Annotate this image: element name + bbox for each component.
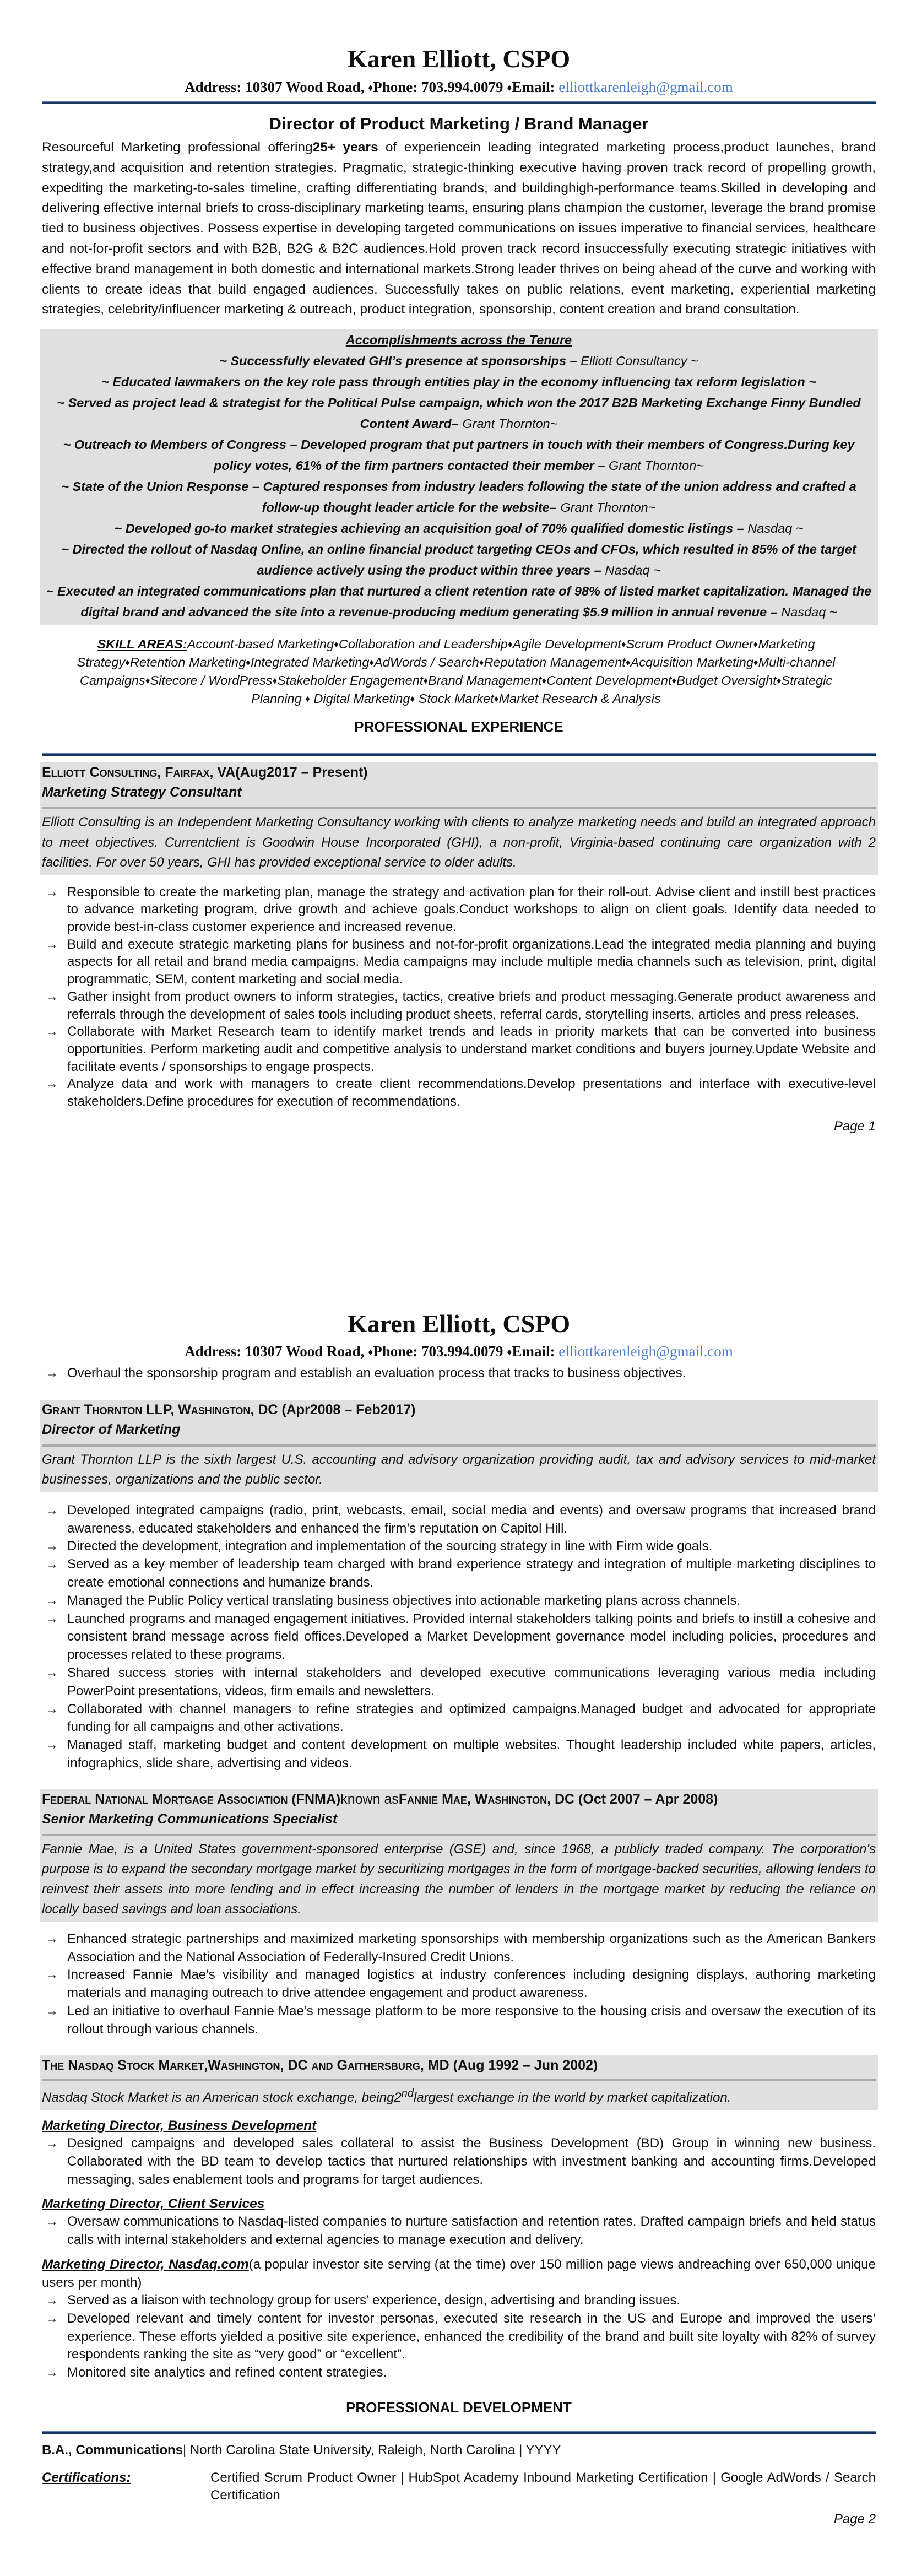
phone: 703.994.0079 (421, 1343, 503, 1360)
bullet-list (42, 2292, 876, 2382)
bullet-text: Served as a liaison with technology group for users’ experience, design, advertising and branding issues. (67, 2293, 681, 2308)
bullet-item (42, 2135, 876, 2189)
arrow-right-icon: → (45, 2365, 58, 2380)
company-description: Fannie Mae, is a United States government-sponsored enterprise (GSE) and, since 1968, a publicly traded company. The corporation's purpose is to expand the secondary mortgage market by securitizing mortgages in the form of mortgage-backed securities, allowing lenders to reinvest their assets into more lending and in effect increasing the number of lenders in the mortgage market by reducing the reliance on locally based savings and loan associations. (42, 1841, 876, 1917)
certifications-list: Certified Scrum Product Owner | HubSpot Academy Inbound Marketing Certification | Google AdWords / Search Certification (210, 2470, 876, 2503)
job-title: Senior Marketing Communications Specialist (42, 1811, 338, 1827)
bullet-text: Collaborated with channel managers to refine strategies and optimized campaigns.Managed budget and advocated for appropriate funding for all campaigns and other activations. (67, 1701, 876, 1735)
bullet-item (42, 2310, 876, 2364)
company-line (42, 1400, 876, 1420)
arrow-right-icon: → (45, 1967, 58, 1983)
diamond-icon: ♦ (507, 639, 513, 650)
accomplishment-source: Grant Thornton~ (462, 416, 558, 431)
bullet-item (42, 1502, 876, 1538)
summary-text: of experiencein leading integrated marketing process,product launches, brand strategy,and acquisition and retention strategies. Pragmatic, strategic-thinking executive having proven track record of propelling growth, expediting the marketing-to-sales timeline, crafting differentiating brands, and buildinghigh-performance teams.Skilled in developing and delivering effective internal briefs to cross-disciplinary marketing teams, ensuring plans champion the customer, leverage the brand promise tied to business objectives. Possess expertise in developing targeted communications on issues imperative to financial services, healthcare and not-for-profit sectors and with B2B, B2G & B2C audiences.Hold proven track record insuccessfully executing strategic initiatives with effective brand management in both domestic and international markets.Strong leader thrives on being ahead of the curve and working with clients to create ideas that build engaged audiences. Successfully takes on public relations, event marketing, experiential marketing strategies, celebrity/influencer marketing & outreach, product integration, sponsorship, content creation and brand consultation. (42, 140, 876, 317)
bullet-text: Monitored site analytics and refined content strategies. (67, 2365, 387, 2380)
bullet-item (42, 936, 876, 988)
accomplishment-text: ~ Directed the rollout of Nasdaq Online, an online financial product targeting CEOs and CFOs, which resulted in 85% of the target audience actively using the product within three years – (61, 542, 856, 578)
job-dates: (Aug2017 – Present) (235, 765, 368, 781)
candidate-name: Karen Elliott, CSPO (347, 1309, 571, 1338)
bullet-text: Led an initiative to overhaul Fannie Mae’s message platform to be more responsive to the housing crisis and oversaw the execution of its rollout through various channels. (67, 2003, 876, 2037)
arrow-right-icon: → (45, 1611, 58, 1626)
diamond-icon: ♦ (776, 675, 782, 686)
arrow-right-icon: → (45, 1076, 58, 1092)
arrow-right-icon: → (45, 2003, 58, 2018)
bullet-list (42, 1930, 876, 2039)
certifications-label: Certifications: (42, 2470, 131, 2485)
accomplishment-item (44, 539, 874, 581)
job-header-grant-thornton (40, 1400, 878, 1492)
skill-item: Digital Marketing (310, 691, 410, 706)
diamond-icon: ♦ (479, 657, 484, 668)
address: 10307 Wood Road, (245, 1343, 365, 1360)
arrow-right-icon: → (45, 1593, 58, 1608)
page-number: Page 2 (833, 2512, 876, 2526)
role-heading-client-services: Marketing Director, Client Services (42, 2196, 265, 2212)
bullet-list (42, 884, 876, 1111)
company-description: Grant Thornton LLP is the sixth largest U.S. accounting and advisory organization providing audit, tax and advisory services to mid-market businesses, organizations and the public sector. (42, 1452, 876, 1487)
degree: B.A., Communications (42, 2443, 183, 2458)
bullet-item (42, 1966, 876, 2003)
company-name: Grant Thornton LLP, Washington, DC (42, 1401, 278, 1417)
bullet-text: Oversaw communications to Nasdaq-listed companies to nurture satisfaction and retention rates. Drafted campaign briefs and held status calls with internal stakeholders and external agencies to manage execution and delivery. (67, 2214, 876, 2248)
candidate-name: Karen Elliott, CSPO (347, 45, 571, 73)
company-line (42, 762, 876, 782)
bullet-item (42, 2292, 876, 2310)
bullet-item (42, 2213, 876, 2249)
bullet-text: Shared success stories with internal stakeholders and developed executive communications leveraging various media including PowerPoint presentations, videos, firm emails and newsletters. (67, 1665, 876, 1698)
skill-areas-label: SKILL AREAS: (97, 637, 187, 652)
education-entry (42, 2442, 876, 2459)
diamond-icon: ♦ (507, 1346, 512, 1357)
job-header-elliott (40, 762, 878, 875)
accomplishment-item (44, 350, 874, 371)
skill-item: Multi-channel Campaigns (79, 655, 836, 688)
job-header-fnma (40, 1789, 878, 1922)
accomplishments-heading: Accomplishments across the Tenure (345, 333, 572, 348)
bullet-text: Increased Fannie Mae's visibility and managed logistics at industry conferences including designing displays, authoring marketing materials and managing outreach to drive attendee engagement and product awareness. (67, 1967, 876, 2001)
job-divider (42, 2079, 876, 2081)
accomplishment-text: ~ State of the Union Response – Captured responses from industry leaders following the state of the union address and crafted a follow-up thought leader article for the website– (61, 479, 856, 515)
company-description (42, 2083, 876, 2108)
arrow-right-icon: → (45, 2293, 58, 2308)
skills-list (77, 637, 836, 706)
accomplishment-source: Nasdaq ~ (605, 563, 661, 578)
diamond-icon: ♦ (125, 657, 130, 668)
bullet-item (42, 1538, 876, 1556)
company-alias: Fannie Mae, Washington, DC (398, 1791, 575, 1807)
job-divider (42, 807, 876, 809)
job-dates: (Apr2008 – Feb2017) (281, 1401, 416, 1417)
accomplishment-item (44, 371, 874, 392)
role-heading-business-development: Marketing Director, Business Development (42, 2118, 317, 2134)
page-number: Page 1 (833, 1118, 876, 1134)
accomplishment-item (44, 476, 874, 518)
accomplishments-list (44, 350, 874, 623)
bullet-item (42, 1592, 876, 1610)
diamond-icon: ♦ (246, 657, 251, 668)
job-dates: (Aug 1992 – Jun 2002) (453, 2057, 598, 2073)
diamond-icon: ♦ (753, 639, 758, 650)
address: 10307 Wood Road, (245, 79, 365, 95)
address-label: Address: (185, 79, 242, 95)
accomplishment-item (44, 392, 874, 434)
job-divider (42, 1444, 876, 1447)
skill-item: Budget Oversight (676, 673, 777, 688)
phone-label: Phone: (373, 1343, 418, 1360)
bullet-item (42, 1736, 876, 1773)
address-label: Address: (185, 1343, 242, 1360)
bullet-item (42, 1556, 876, 1592)
bullet-text: Developed integrated campaigns (radio, print, webcasts, email, social media and events) and oversaw programs that increased brand awareness, educated stakeholders and enhanced the firm’s reputation on Capitol Hill. (67, 1502, 876, 1536)
arrow-right-icon: → (45, 2136, 58, 2151)
job-title: Director of Marketing (42, 1421, 181, 1437)
job-header-nasdaq (40, 2055, 878, 2110)
ordinal-suffix: nd (401, 2087, 414, 2099)
bullet-text: Analyze data and work with managers to create client recommendations.Develop presentations and interface with executive-level stakeholders.Define procedures for execution of recommendations. (67, 1076, 876, 1110)
accomplishment-text: ~ Outreach to Members of Congress – Developed program that put partners in touch with their members of Congress.During key policy votes, 61% of the firm partners contacted their member – (63, 437, 855, 473)
email-label: Email: (512, 79, 555, 95)
bullet-list (42, 1365, 876, 1383)
bullet-text: Gather insight from product owners to inform strategies, tactics, creative briefs and product messaging.Generate product awareness and referrals through the development of sales tools including product sheets, referral cards, storytelling inserts, articles and press releases. (67, 989, 876, 1022)
accomplishment-item (44, 434, 874, 476)
bullet-text: Served as a key member of leadership team charged with brand experience strategy and integration of multiple marketing disciplines to create emotional connections and humanize brands. (67, 1557, 876, 1590)
bullet-item (42, 2003, 876, 2039)
section-divider (42, 753, 876, 756)
role-note: (a popular investor site serving (at the time) over 150 million page views andreaching over 650,000 unique users per month) (42, 2257, 876, 2290)
resume-page-2 (0, 1288, 911, 2576)
skill-item: Content Development (546, 673, 672, 688)
bullet-item (42, 2364, 876, 2382)
bullet-list (42, 2213, 876, 2249)
bullet-list (42, 1502, 876, 1773)
skill-item: Account-based Marketing (187, 637, 334, 652)
bullet-text: Launched programs and managed engagement initiatives. Provided internal stakeholders talking points and briefs to instill a cohesive and consistent brand message across field offices.Developed a Market Development governance model including policies, procedures and processes related to these programs. (67, 1611, 876, 1663)
arrow-right-icon: → (45, 1366, 58, 1381)
company-description: Elliott Consulting is an Independent Marketing Consultancy working with clients to analyze marketing needs and build an integrated approach to meet objectives. Currentclient is Goodwin House Incorporated (GHI), a non-profit, Virginia-based continuing care organization with 2 facilities. For over 50 years, GHI has provided exceptional service to older adults. (42, 815, 876, 870)
arrow-right-icon: → (45, 1557, 58, 1572)
diamond-icon: ♦ (368, 1346, 373, 1357)
arrow-right-icon: → (45, 1502, 58, 1518)
professional-title: Director of Product Marketing / Brand Manager (269, 114, 649, 133)
arrow-right-icon: → (45, 1665, 58, 1680)
summary-paragraph (42, 138, 876, 320)
accomplishment-source: Grant Thornton~ (560, 500, 656, 515)
job-divider (42, 1834, 876, 1836)
diamond-icon: ♦ (621, 639, 626, 650)
diamond-icon: ♦ (541, 675, 547, 686)
bullet-list (42, 2135, 876, 2189)
skill-item: Stakeholder Engagement (277, 673, 424, 688)
diamond-icon: ♦ (671, 675, 677, 686)
diamond-icon: ♦ (494, 694, 499, 705)
diamond-icon: ♦ (305, 694, 310, 705)
contact-line (42, 1342, 876, 1361)
arrow-right-icon: → (45, 1701, 58, 1717)
certifications (42, 2469, 876, 2504)
email-link[interactable]: elliottkarenleigh@gmail.com (558, 1343, 733, 1360)
diamond-icon: ♦ (423, 675, 429, 686)
bullet-text: Responsible to create the marketing plan, manage the strategy and activation plan for their roll-out. Advise client and instill best practices to advance marketing program, drive growth and achieve goals.Conduct workshops to align on client goals. Identify data needed to provide best-in-class customer experience and increased revenue. (67, 884, 876, 935)
accomplishment-text: ~ Served as project lead & strategist for the Political Pulse campaign, which won the 2017 B2B Marketing Exchange Finny Bundled Content Award– (57, 396, 861, 431)
skill-item: Marketing Strategy (77, 637, 815, 670)
bullet-item (42, 1075, 876, 1110)
bullet-text: Managed the Public Policy vertical translating business objectives into actionable marketing plans across channels. (67, 1593, 740, 1608)
bullet-item (42, 1664, 876, 1701)
arrow-right-icon: → (45, 1931, 58, 1946)
bullet-item (42, 1023, 876, 1075)
description-text: Nasdaq Stock Market is an American stock exchange, being2 (42, 2090, 402, 2105)
description-text: largest exchange in the world by market capitalization. (414, 2090, 731, 2105)
summary-text: Resourceful Marketing professional offering (42, 140, 313, 155)
bullet-text: Designed campaigns and developed sales collateral to assist the Business Development (BD) Group in winning new business. Collaborated with the BD team to develop tactics that nurtured relationships with investment banking and accounting firms.Developed messaging, sales enablement tools and programs for target audiences. (67, 2136, 876, 2187)
skill-item: Sitecore / WordPress (150, 673, 273, 688)
section-heading-development: PROFESSIONAL DEVELOPMENT (346, 2399, 572, 2416)
company-name: Federal National Mortgage Association (FNMA) (42, 1791, 341, 1807)
skill-item: Brand Management (428, 673, 542, 688)
bullet-item (42, 1365, 876, 1383)
skill-item: Reputation Management (484, 655, 626, 670)
bullet-item (42, 884, 876, 936)
skill-item: Integrated Marketing (250, 655, 370, 670)
accomplishment-text: ~ Developed go-to market strategies achieving an acquisition goal of 70% qualified domestic listings – (114, 521, 748, 536)
bullet-text: Build and execute strategic marketing plans for business and not-for-profit organizations.Lead the integrated media planning and buying aspects for all retail and brand media campaigns. Media campaigns may include multiple media channels such as television, print, digital programmatic, SEM, content marketing and social media. (67, 937, 876, 987)
skill-item: Collaboration and Leadership (338, 637, 508, 652)
company-line (42, 2055, 876, 2075)
diamond-icon: ♦ (272, 675, 278, 686)
role-heading-nasdaq-com (42, 2256, 876, 2292)
bullet-text: Overhaul the sponsorship program and establish an evaluation process that tracks to business objectives. (67, 1366, 686, 1381)
accomplishment-source: Nasdaq ~ (781, 605, 837, 620)
arrow-right-icon: → (45, 1024, 58, 1040)
section-heading-experience: PROFESSIONAL EXPERIENCE (354, 718, 563, 735)
bullet-item (42, 1930, 876, 1967)
diamond-icon: ♦ (625, 657, 631, 668)
section-divider (42, 2431, 876, 2434)
arrow-right-icon: → (45, 1738, 58, 1753)
header-divider (42, 101, 876, 104)
accomplishment-text: ~ Executed an integrated communications plan that nurtured a client retention rate of 98% of listed market capitalization. Managed the digital brand and advanced the site into a revenue-producing medium generating $5.9 million in annual revenue – (46, 584, 872, 620)
bullet-text: Collaborate with Market Research team to identify market trends and leads in priority markets that can be converted into business opportunities. Perform marketing audit and competitive analysis to understand market conditions and buyers journey.Update Website and facilitate events / sponsorships to engage prospects. (67, 1024, 876, 1074)
email-link[interactable]: elliottkarenleigh@gmail.com (558, 79, 733, 95)
arrow-right-icon: → (45, 937, 58, 952)
skill-item: Retention Marketing (129, 655, 246, 670)
bullet-text: Directed the development, integration and implementation of the sourcing strategy in line with Firm wide goals. (67, 1539, 713, 1554)
bullet-item (42, 988, 876, 1023)
summary-years: 25+ years (312, 140, 378, 155)
bullet-item (42, 1610, 876, 1664)
skill-areas (64, 635, 848, 708)
skill-item: Market Research & Analysis (498, 691, 661, 706)
diamond-icon: ♦ (507, 82, 512, 93)
bullet-text: Managed staff, marketing budget and content development on multiple websites. Thought leadership included white papers, articles, infographics, slide share, advertising and videos. (67, 1738, 876, 1771)
accomplishment-item (44, 581, 874, 623)
accomplishment-source: Nasdaq ~ (747, 521, 804, 536)
arrow-right-icon: → (45, 989, 58, 1004)
company-line (42, 1789, 876, 1809)
bullet-item (42, 1701, 876, 1737)
skill-item: AdWords / Search (374, 655, 479, 670)
arrow-right-icon: → (45, 2310, 58, 2326)
phone-label: Phone: (373, 79, 418, 95)
role-title: Marketing Director, Nasdaq.com (42, 2257, 249, 2272)
accomplishment-item (44, 518, 874, 539)
bullet-text: Developed relevant and timely content for investor personas, executed site research in the US and Europe and improved the users’ experience. These efforts yielded a positive site experience, enhanced the credibility of the brand and built site loyalty with 82% of survey respondents ranking the site as “very good” or “excellent”. (67, 2310, 876, 2362)
skill-item: Acquisition Marketing (630, 655, 753, 670)
skill-item: Stock Market (415, 691, 494, 706)
email-label: Email: (512, 1343, 555, 1360)
school: | North Carolina State University, Raleigh, North Carolina | YYYY (183, 2443, 561, 2458)
diamond-icon: ♦ (369, 657, 375, 668)
skill-item: Strategic Planning (251, 673, 833, 706)
accomplishment-text: ~ Educated lawmakers on the key role pass through entities play in the economy influencing tax reform legislation ~ (101, 375, 817, 389)
arrow-right-icon: → (45, 884, 58, 900)
company-name: Elliott Consulting, Fairfax, VA (42, 765, 236, 781)
diamond-icon: ♦ (334, 639, 339, 650)
diamond-icon: ♦ (368, 82, 373, 93)
accomplishment-source: Grant Thornton~ (608, 458, 704, 473)
bullet-text: Enhanced strategic partnerships and maximized marketing sponsorships with membership organizations such as the American Bankers Association and the National Association of Federally-Insured Credit Unions. (67, 1931, 876, 1965)
accomplishment-text: ~ Successfully elevated GHI’s presence at sponsorships – (219, 354, 581, 369)
skill-item: Agile Development (512, 637, 621, 652)
known-as: known as (340, 1791, 399, 1807)
job-dates: (Oct 2007 – Apr 2008) (578, 1791, 718, 1807)
arrow-right-icon: → (45, 2214, 58, 2229)
company-name: The Nasdaq Stock Market,Washington, DC and Gaithersburg, MD (42, 2057, 449, 2073)
diamond-icon: ♦ (753, 657, 758, 668)
job-title: Marketing Strategy Consultant (42, 784, 242, 800)
accomplishment-source: Elliott Consultancy ~ (581, 354, 698, 369)
diamond-icon: ♦ (410, 694, 415, 705)
arrow-right-icon: → (45, 1539, 58, 1554)
phone: 703.994.0079 (421, 79, 503, 95)
diamond-icon: ♦ (145, 675, 150, 686)
contact-line (42, 78, 876, 97)
skill-item: Scrum Product Owner (626, 637, 753, 652)
accomplishments-box (40, 329, 878, 625)
